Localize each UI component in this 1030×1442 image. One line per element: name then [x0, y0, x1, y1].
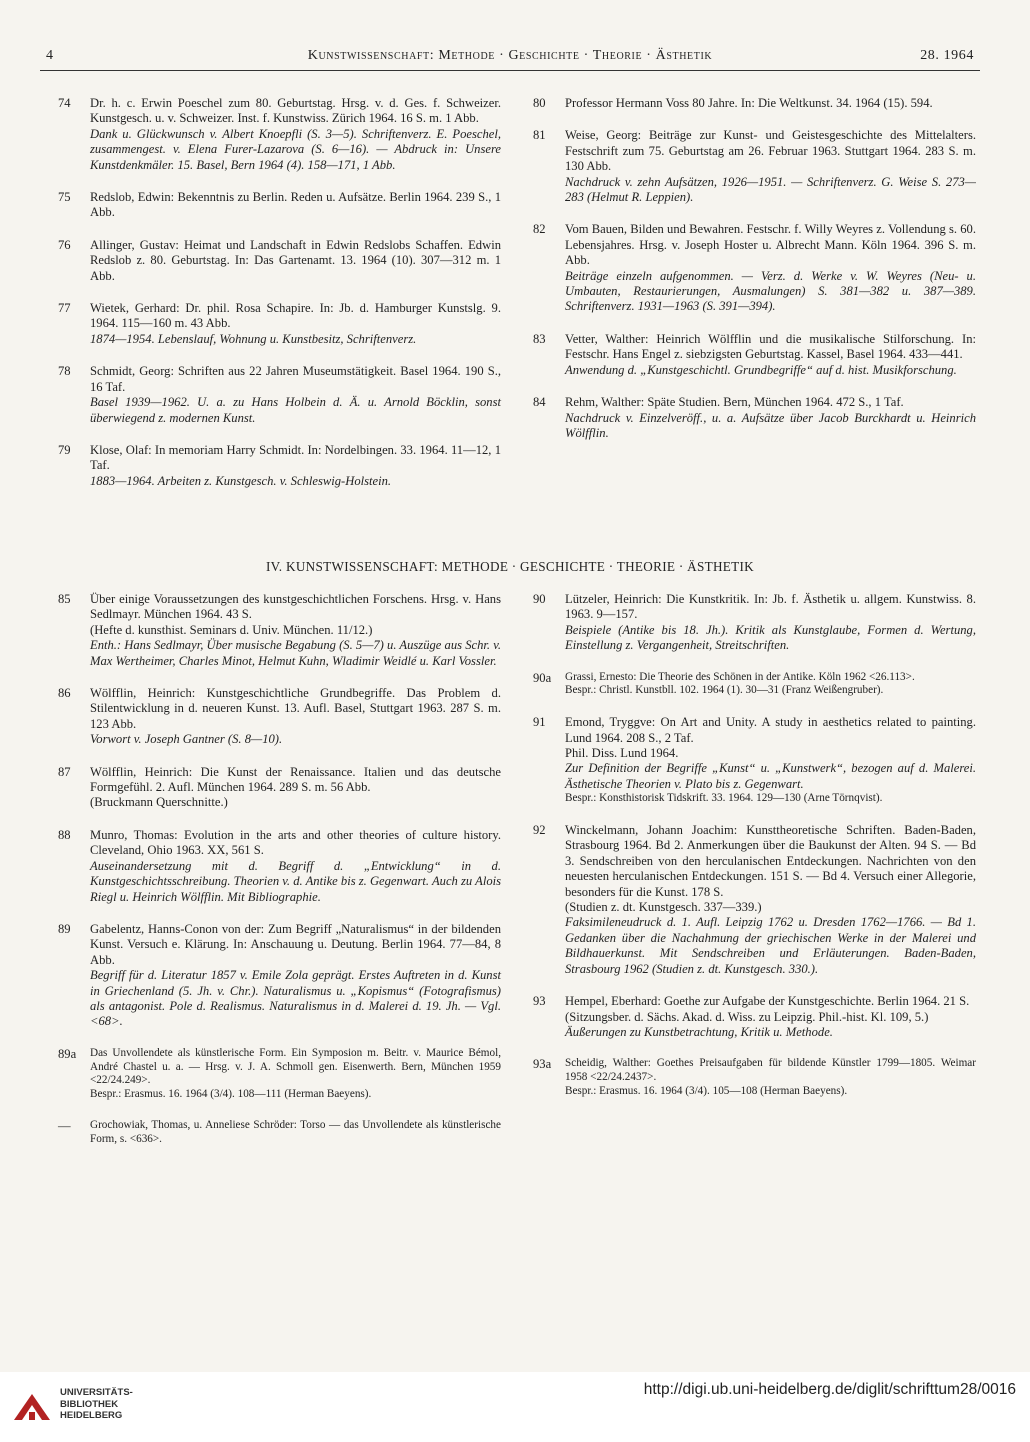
- entry-76: 76 Allinger, Gustav: Heimat und Landschaft in Edwin Redslobs Schaffen. Edwin Redslob z. 80. Geburtstag. In: Das Gartenamt. 13. 1964 (10). 307—312 m. 1 Abb.: [58, 237, 501, 283]
- entry-89a: 89a Das Unvollendete als künstlerische Form. Ein Symposion m. Beitr. v. Maurice Bémol, André Chastel u. a. — Hrsg. v. J. A. Schmoll gen. Eisenwerth. Bern, München 1959 <22/24.249>. Bespr.: Erasmus. 16. 1964 (3/4). 108—111 (Herman Baeyens).: [58, 1046, 501, 1101]
- left-column-bottom: [58, 592, 501, 1164]
- right-column-bottom: [533, 592, 976, 1116]
- entry-75: 75 Redslob, Edwin: Bekenntnis zu Berlin. Reden u. Aufsätze. Berlin 1964. 239 S., 1 Abb.: [58, 190, 501, 220]
- entry-90a: 90a Grassi, Ernesto: Die Theorie des Schönen in der Antike. Köln 1962 <26.113>. Bespr.: Christl. Kunstbll. 102. 1964 (1). 30—31 (Franz Weißengruber).: [533, 670, 915, 697]
- entry-80: 80 Professor Hermann Voss 80 Jahre. In: Die Weltkunst. 34. 1964 (15). 594.: [533, 96, 933, 110]
- entry-dash: — Grochowiak, Thomas, u. Anneliese Schröder: Torso — das Unvollendete als künstlerische Form, s. <636>.: [58, 1118, 501, 1145]
- entry-93a: 93a Scheidig, Walther: Goethes Preisaufgaben für bildende Künstler 1799—1805. Weimar 1958 <22/24.2437>. Bespr.: Erasmus. 16. 1964 (3/4). 105—108 (Herman Baeyens).: [533, 1057, 976, 1097]
- entry-89: 89 Gabelentz, Hanns-Conon von der: Zum Begriff „Naturalismus“ in der bildenden Kunst. Versuch e. Klärung. In: Anschauung u. Deutung. Berlin 1964. 77—84, 8 Abb. Begriff für d. Literatur 1857 v. Emile Zola geprägt. Erstes Auftreten in d. Kunst in Griechenland (5. Jh. v. Chr.). Naturalismus u. „Kopismus“ (Fotografismus) als antagonist. Pole d. Realismus. Naturalismus in d. Malerei d. 19. Jh. — Vgl. <68>.: [58, 921, 501, 1029]
- entry-78: 78 Schmidt, Georg: Schriften aus 22 Jahren Museumstätigkeit. Basel 1964. 190 S., 16 Taf. Basel 1939—1962. U. a. zu Hans Holbein d. Ä. u. Arnold Böcklin, sonst überwiegend z. modernen Kunst.: [58, 364, 501, 425]
- entry-93: 93 Hempel, Eberhard: Goethe zur Aufgabe der Kunstgeschichte. Berlin 1964. 21 S. (Sitzungsber. d. Sächs. Akad. d. Wiss. zu Leipzig. Phil.-hist. Kl. 109, 5.) Äußerungen zu Kunstbetrachtung, Kritik u. Methode.: [533, 994, 970, 1039]
- library-logo-icon: [10, 1390, 56, 1424]
- left-column-top: [58, 96, 501, 506]
- running-header: [40, 46, 980, 70]
- entry-87: 87 Wölfflin, Heinrich: Die Kunst der Renaissance. Italien und das deutsche Formgefühl. 2. Aufl. München 1964. 289 S. m. 56 Abb. (Bruckmann Querschnitte.): [58, 764, 501, 810]
- header-rule: [40, 70, 980, 71]
- library-name: UNIVERSITÄTS- BIBLIOTHEK HEIDELBERG: [60, 1387, 133, 1421]
- entry-90: 90 Lützeler, Heinrich: Die Kunstkritik. In: Jb. f. Ästhetik u. allgem. Kunstwiss. 8. 1963. 9—157. Beispiele (Antike bis 18. Jh.). Kritik als Kunstglaube, Formen d. Wertung, Einstellung z. Vergangenheit, Streitschriften.: [533, 592, 976, 653]
- header-date: 28. 1964: [920, 48, 974, 63]
- section-heading: IV. KUNSTWISSENSCHAFT: METHODE · GESCHICHTE · THEORIE · ÄSTHETIK: [265, 559, 755, 574]
- right-column-top: [533, 96, 976, 458]
- entry-82: 82 Vom Bauen, Bilden und Bewahren. Festschr. f. Willy Weyres z. Vollendung s. 60. Lebensjahres. Hrsg. v. Joseph Hoster u. Albrecht Mann. Köln 1964. 396 S. m. Abb. Beiträge einzeln aufgenommen. — Verz. d. Werke v. W. Weyres (Neu- u. Umbauten, Restaurierungen, Ausmalungen) S. 381—382 u. 387—389. Schriftenverz. 1931—1963 (S. 391—394).: [533, 222, 976, 314]
- entry-85: 85 Über einige Voraussetzungen des kunstgeschichtlichen Forschens. Hrsg. v. Hans Sedlmayr. München 1964. 43 S. (Hefte d. kunsthist. Seminars d. Univ. München. 11/12.) Enth.: Hans Sedlmayr, Über musische Begabung (S. 5—7) u. Auszüge aus Schr. v. Max Wertheimer, Charles Minot, Helmut Kuhn, Wladimir Weidlé u. Karl Vossler.: [58, 592, 501, 668]
- source-url-link[interactable]: http://digi.ub.uni-heidelberg.de/diglit/schrifttum28/0016: [643, 1381, 1016, 1398]
- entry-81: 81 Weise, Georg: Beiträge zur Kunst- und Geistesgeschichte des Mittelalters. Festschrift zum 75. Geburtstag am 26. Februar 1963. Stuttgart 1964. 283 S. m. 130 Abb. Nachdruck v. zehn Aufsätzen, 1926—1951. — Schriftenverz. G. Weise S. 273—283 (Helmut R. Leppien).: [533, 128, 976, 205]
- entry-92: 92 Winckelmann, Johann Joachim: Kunsttheoretische Schriften. Baden-Baden, Strasbourg 1964. Bd 2. Anmerkungen über die Baukunst der Alten. 94 S. — Bd 3. Sendschreiben von den herculanischen Entdeckungen. Nachrichten von den neuesten herculanischen Entdeckungen. 151 S. — Bd 4. Versuch einer Allegorie, besonders für die Kunst. 178 S. (Studien z. dt. Kunstgesch. 337—339.) Faksimileneudruck d. 1. Aufl. Leipzig 1762 u. Dresden 1762—1766. — Bd 1. Gedanken über die Nachahmung der griechischen Werke in der Malerei und Bildhauerkunst. Mit Sendschreiben und Erläuterungen. Baden-Baden, Strasbourg 1962 (Studien z. dt. Kunstgesch. 330.).: [533, 823, 976, 976]
- entry-74: 74 Dr. h. c. Erwin Poeschel zum 80. Geburtstag. Hrsg. v. d. Ges. f. Schweizer. Kunstgesch. u. v. Schweizer. Inst. f. Kunstwiss. Zürich 1964. 16 S. m. 1 Abb. Dank u. Glückwunsch v. Albert Knoepfli (S. 3—5). Schriftenverz. E. Poeschel, zusammengest. v. Elena Furer-Lazarova (S. 6—16). — Abdruck in: Unsere Kunstdenkmäler. 15. Basel, Bern 1964 (4). 158—171, 1 Abb.: [58, 96, 501, 172]
- entry-77: 77 Wietek, Gerhard: Dr. phil. Rosa Schapire. In: Jb. d. Hamburger Kunstslg. 9. 1964. 115—160 m. 43 Abb. 1874—1954. Lebenslauf, Wohnung u. Kunstbesitz, Schriftenverz.: [58, 301, 501, 346]
- entry-79: 79 Klose, Olaf: In memoriam Harry Schmidt. In: Nordelbingen. 33. 1964. 11—12, 1 Taf. 1883—1964. Arbeiten z. Kunstgesch. v. Schleswig-Holstein.: [58, 442, 501, 488]
- entry-91: 91 Emond, Tryggve: On Art and Unity. A study in aesthetics related to painting. Lund 1964. 208 S., 2 Taf. Phil. Diss. Lund 1964. Zur Definition der Begriffe „Kunst“ u. „Kunstwerk“, bezogen auf d. Malerei. Ästhetische Theorien v. Plato bis z. Gegenwart. Bespr.: Konsthistorisk Tidskrift. 33. 1964. 129—130 (Arne Törnqvist).: [533, 715, 976, 805]
- entry-86: 86 Wölfflin, Heinrich: Kunstgeschichtliche Grundbegriffe. Das Problem d. Stilentwicklung in d. neueren Kunst. 13. Aufl. Basel, Stuttgart 1963. 287 S. m. 123 Abb. Vorwort v. Joseph Gantner (S. 8—10).: [58, 686, 501, 747]
- header-title: Kunstwissenschaft: Methode · Geschichte · Theorie · Ästhetik: [307, 48, 713, 63]
- page-number: 4: [46, 48, 54, 63]
- entry-83: 83 Vetter, Walther: Heinrich Wölfflin und die musikalische Stilforschung. In: Festschr. Hans Engel z. siebzigsten Geburtstag. Kassel, Basel 1964. 433—441. Anwendung d. „Kunstgeschichtl. Grundbegriffe“ auf d. hist. Musikforschung.: [533, 331, 976, 377]
- entry-84: 84 Rehm, Walther: Späte Studien. Bern, München 1964. 472 S., 1 Taf. Nachdruck v. Einzelveröff., u. a. Aufsätze über Jacob Burckhardt u. Heinrich Wölfflin.: [533, 395, 976, 440]
- entry-88: 88 Munro, Thomas: Evolution in the arts and other theories of culture history. Cleveland, Ohio 1963. XX, 561 S. Auseinandersetzung mit d. Begriff d. „Entwicklung“ in d. Kunstgeschichtsschreibung. Theorien v. d. Antike bis z. Gegenwart. Auch zu Alois Riegl u. Heinrich Wölfflin. Mit Bibliographie.: [58, 827, 502, 904]
